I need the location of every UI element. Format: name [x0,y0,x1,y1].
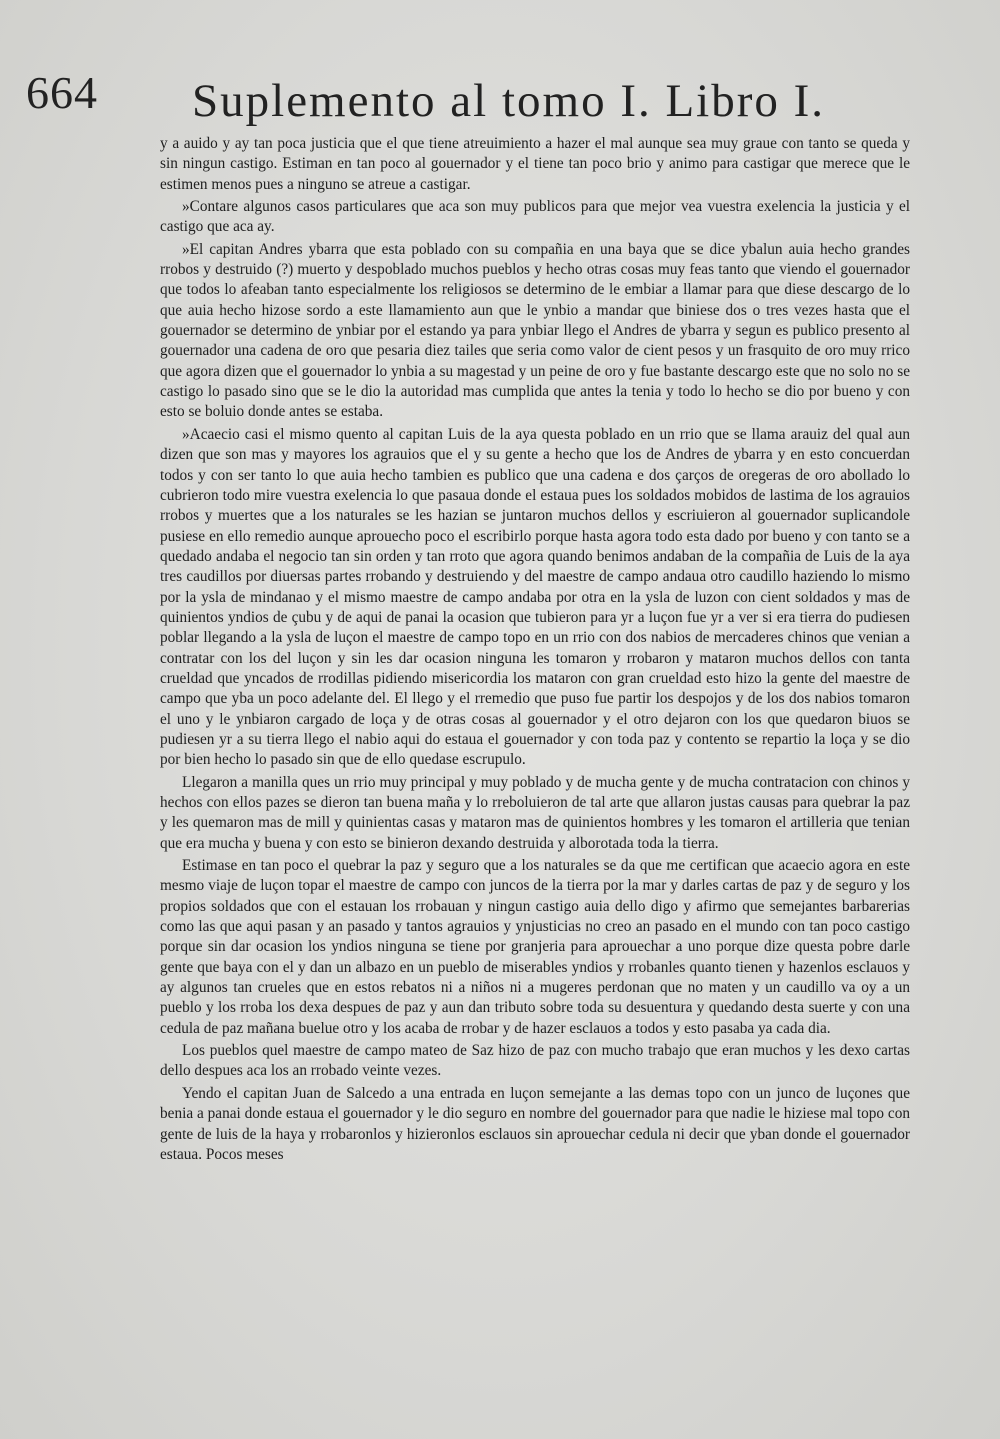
paragraph: »Contare algunos casos particulares que aca son muy publicos para que mejor vea vuestra exelencia la justicia y el castigo que aca ay. [160,198,910,236]
body-text [160,134,910,1167]
paragraph: »Acaecio casi el mismo quento al capitan Luis de la aya questa poblado en un rrio que se llama arauiz del qual aun dizen que son mas y mayores los agrauios que el y su gente a hecho que los de Andres de ybarra y en esto concuerdan todos y con ser tanto lo que auia hecho tambien es publico que una cadena e dos çarços de oregeras de oro abollado lo cubrieron todo mire vuestra exelencia lo que pasaua donde el estaua pues los soldados mobidos de lastima de los agrauios rrobos y muertes que a los naturales se les hazian se juntaron muchos dellos y escriuieron al gouernador suplicandole pusiese en ello remedio aunque aprouecho poco el escribirlo porque hasta agora todo esta dado por bueno y con tanto se a quedado andaba el negocio tan sin orden y tan rroto que agora quando benimos andaban de la compañia de Luis de la aya tres caudillos por diuersas partes rrobando y destruiendo y del maestre de campo andaua otro caudillo haziendo lo mismo por la ysla de mindanao y el mismo maestre de campo andaba por otra en la ysla de luzon con cient soldados y mas de quinientos yndios de çubu y de aqui de panai la ocasion que tubieron para yr a luçon fue yr a ver si era tierra do pudiesen poblar llegando a la ysla de luçon el maestre de campo topo en un rrio con dos nabios de mercaderes chinos que venian a contratar con los del luçon y sin les dar ocasion ninguna les tomaron y rrobaron y mataron muchos dellos con tanta crueldad que yncados de rrodillas pidiendo misericordia los mataron con gran crueldad esto hizo la gente del maestre de campo que yba un poco adelante del. El llego y el rremedio que puso fue partir los despojos y de los dos nabios tomaron el uno y le ynbiaron cargado de loça y de otras cosas al gouernador y el otro dejaron con los que quedaron biuos se pudiesen yr a su tierra llego el nabio aqui do estaua el gouernador y con toda paz y contento se repartio la loça y se dio por bien hecho lo pasado sin que de ello quedase escrupulo. [160,425,910,769]
paragraph: Yendo el capitan Juan de Salcedo a una entrada en luçon semejante a las demas topo con un junco de luçones que benia a panai donde estaua el gouernador y le dio seguro en nombre del gouernador para que nadie le hiziese mal topo con gente de luis de la haya y rrobaronlos y hizieronlos esclauos sin aprouechar cedula ni decir que yban donde el gouernador estaua. Pocos meses [160,1084,910,1163]
paragraph: Llegaron a manilla ques un rrio muy principal y muy poblado y de mucha gente y de mucha contratacion con chinos y hechos con ellos pazes se dieron tan buena maña y lo rreboluieron de tal arte que allaron justas causas para quebrar la paz y les quemaron mas de mill y quinientas casas y mataron mas de quinientos hombres y les tomaron el artilleria que tenian que era mucha y buena y con esto se binieron dexando destruida y alborotada toda la tierra. [160,773,910,852]
paragraph: y a auido y ay tan poca justicia que el que tiene atreuimiento a hazer el mal aunque sea muy graue con tanto se queda y sin ningun castigo. Estiman en tan poco al gouernador y el tiene tan poco brio y animo para castigar que merece que le estimen menos pues a ninguno se atreue a castigar. [160,135,910,193]
running-title: Suplemento al tomo I. Libro I. [192,75,826,127]
page-number: 664 [26,67,98,118]
paragraph: »El capitan Andres ybarra que esta poblado con su compañia en una baya que se dice ybalun auia hecho grandes rrobos y destruido (?) muerto y despoblado muchos pueblos y hecho otras cosas muy feas tanto que viendo el gouernador que todos lo afeaban tanto especialmente los religiosos se determino de le embiar a llamar para que diese descargo de lo que auia hecho hizose sordo a este llamamiento aun que le ynbio a mandar que biniese dos o tres vezes hasta que el gouernador se determino de ynbiar por el estando ya para ynbiar llego el Andres de ybarra y segun es publico presento al gouernador una cadena de oro que pesaria diez tailes que seria como valor de cient pesos y un frasquito de oro muy rrico que agora dizen que el gouernador lo ynbia a su magestad y un peine de oro y fue bastante descargo este que no solo no se castigo lo pasado sino que se le dio la autoridad mas cumplida que antes la tenia y todo lo hecho se dio por bueno y con esto se boluio donde antes se estaba. [160,240,910,421]
paragraph: Los pueblos quel maestre de campo mateo de Saz hizo de paz con mucho trabajo que eran muchos y les dexo cartas dello despues aca los an rrobado veinte vezes. [160,1042,910,1080]
paragraph: Estimase en tan poco el quebrar la paz y seguro que a los naturales se da que me certifican que acaecio agora en este mesmo viaje de luçon topar el maestre de campo con juncos de la tierra por la mar y darles cartas de paz y de seguro y los propios soldados que con el estauan los rrobauan y ningun castigo auia dello digo y afirmo que semejantes barbarerias como las que aqui pasan y an pasado y tantos agrauios y ynjusticias no creo an pasado en el mundo con tan poco castigo porque sin dar ocasion los yndios ninguna se tiene por granjeria para aprouechar a uno porque dize questa pobre darle gente que baya con el y dan un albazo en un pueblo de miserables yndios y rrobanles quanto tienen y hazenlos esclauos y ay algunos tan crueles que en estos rebatos ni a niños ni a mugeres perdonan que no maten y un caudillo va oy a un pueblo y los rroba los dexa despues de paz y aun dan tributo sobre toda su desuentura y quedando desta suerte y con una cedula de paz mañana buelue otro y los acaba de rrobar y de hazer esclauos a todos y esto pasaba ya cada dia. [160,857,910,1037]
